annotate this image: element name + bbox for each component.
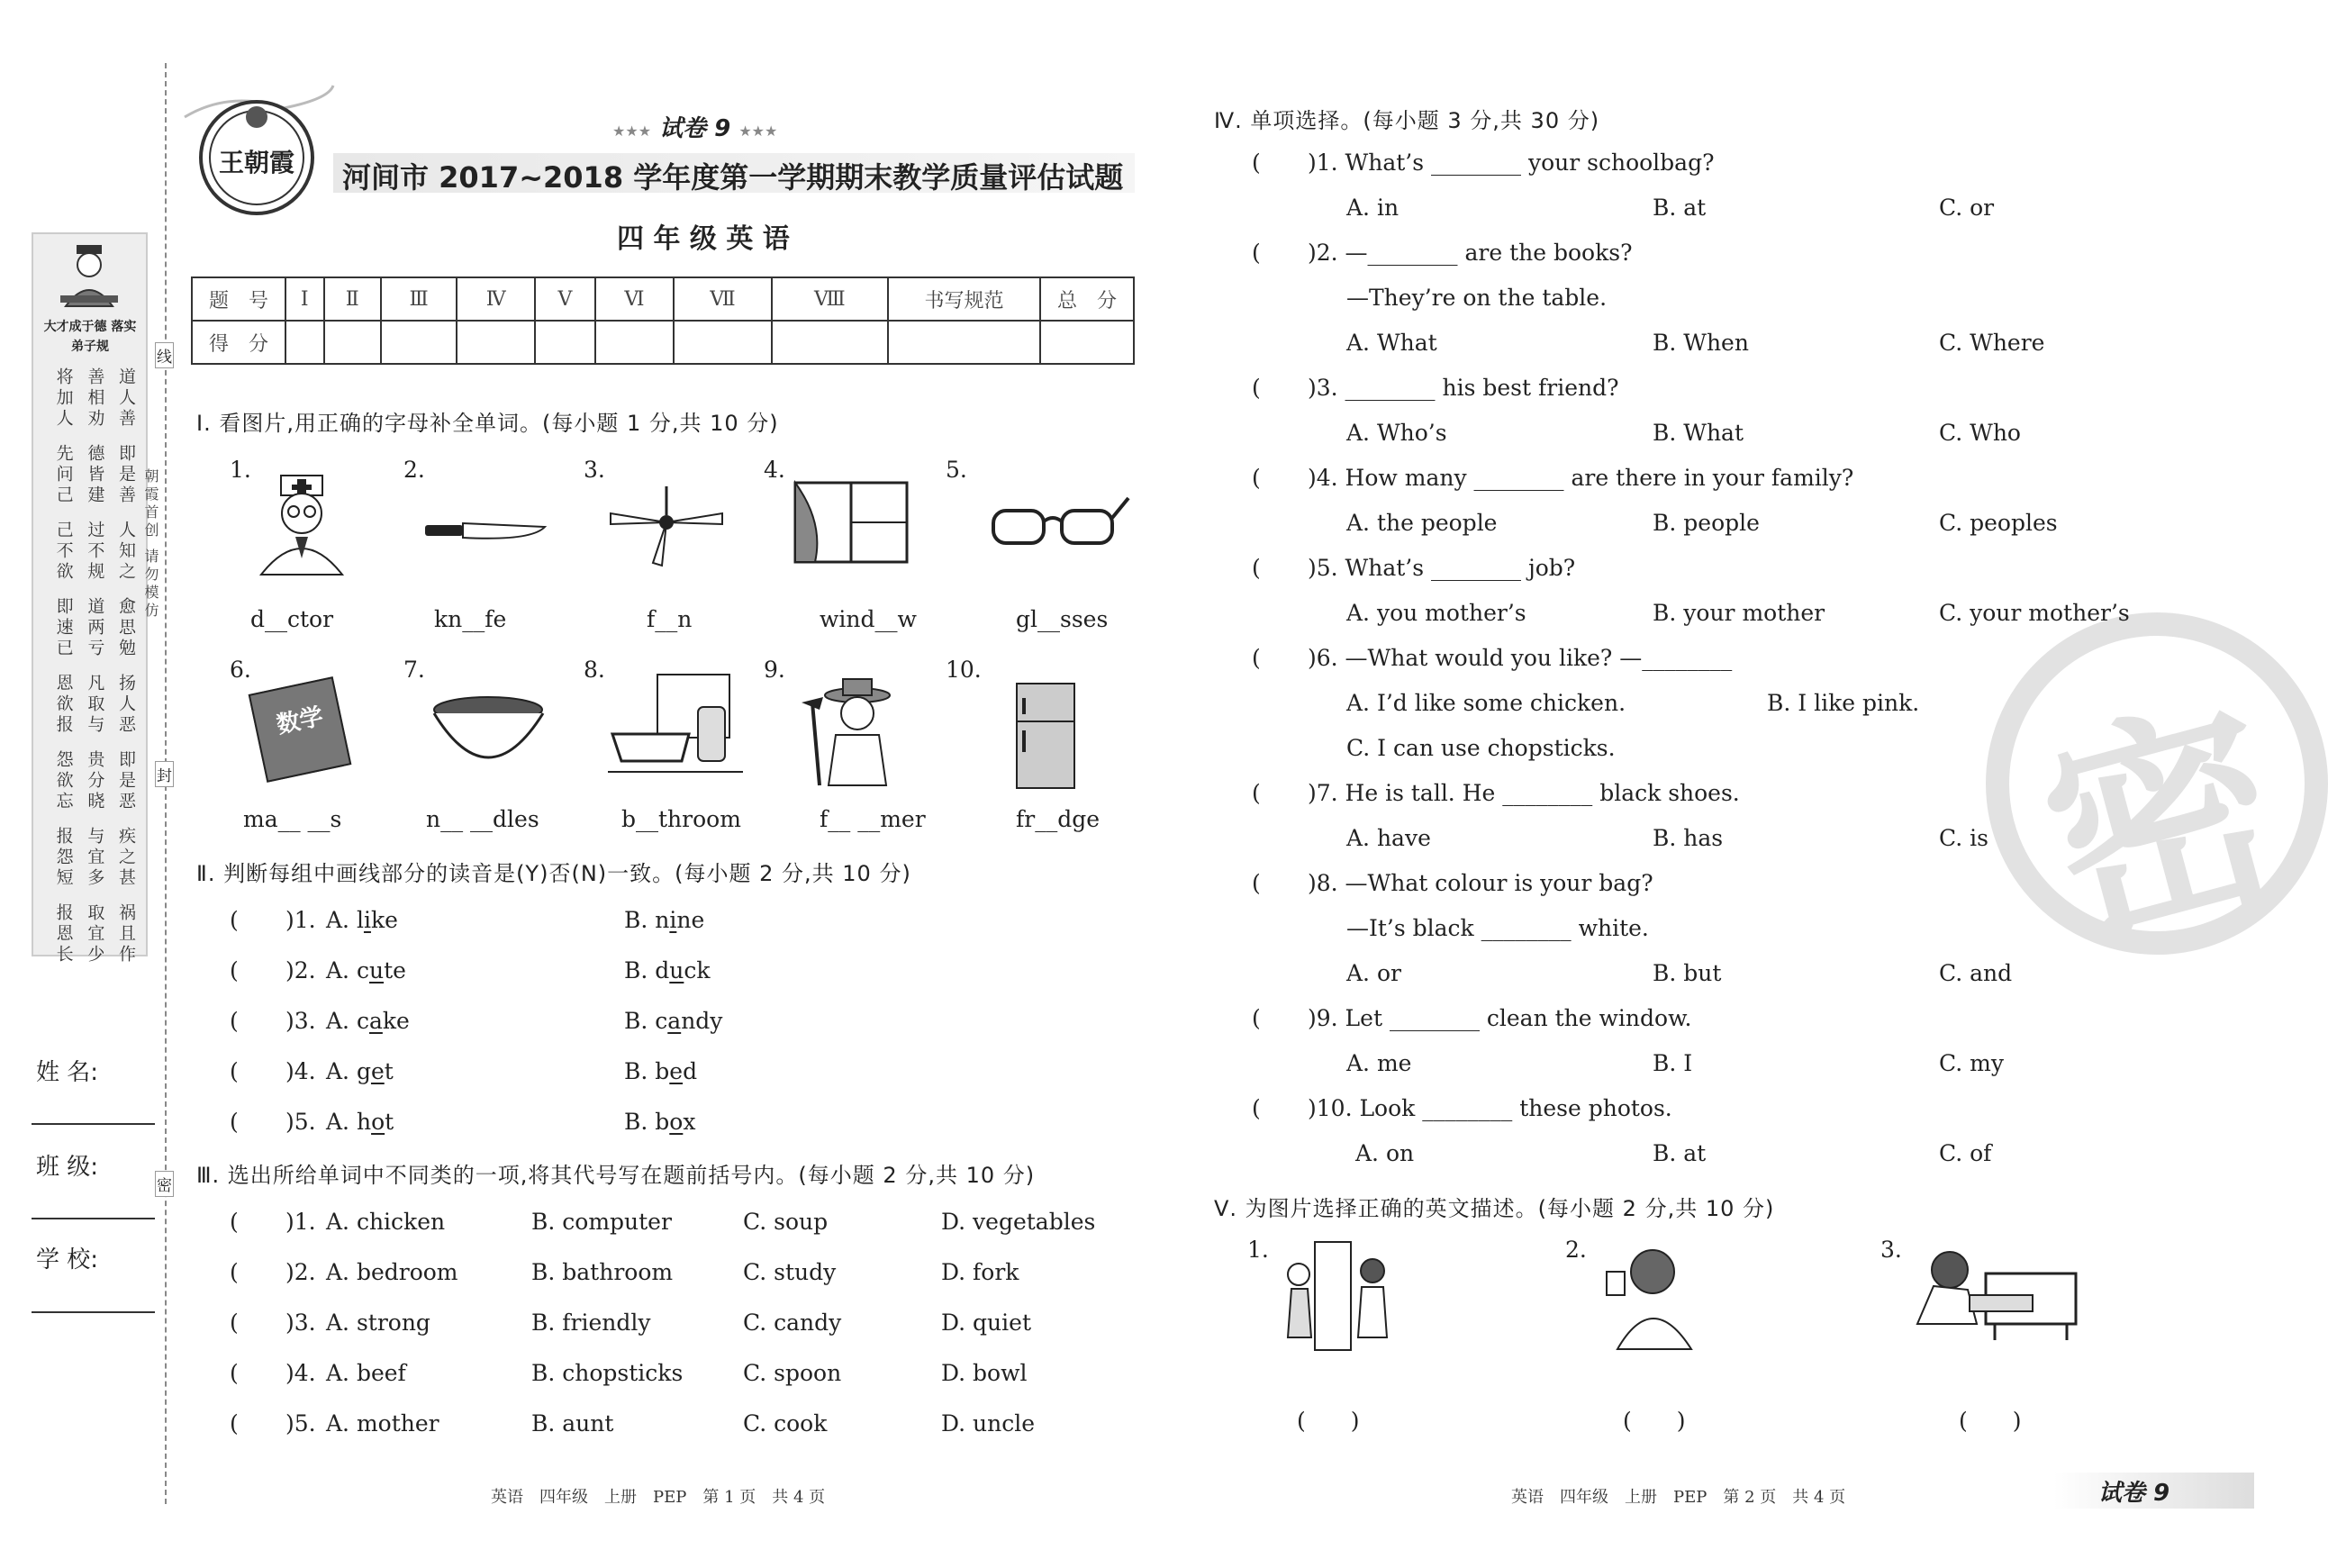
answer-paren[interactable]: ( — [230, 1008, 239, 1034]
footer-right: 英语 四年级 上册 PEP 第 2 页 共 4 页 — [1511, 1488, 1846, 1507]
question — [1252, 1005, 2242, 1050]
exam-title: 河间市 2017~2018 学年度第一学期期末教学质量评估试题 — [342, 160, 1124, 195]
item-num: )1. — [285, 907, 316, 933]
question — [1252, 375, 2242, 420]
list-item — [230, 957, 1040, 1008]
poem-col: 凡取与 — [85, 674, 105, 736]
word-blank: f__ __mer — [820, 806, 926, 832]
option-a: A. you mother’s — [1346, 600, 1526, 626]
item-num: )2. — [285, 1259, 316, 1285]
paper-badge-text: 试卷 9 — [659, 115, 731, 142]
answer-paren[interactable]: ( — [1252, 555, 1261, 581]
doctor-icon — [252, 468, 351, 576]
motto-text: 大才成于德 落实弟子规 — [43, 320, 137, 354]
answer-paren[interactable]: ( — [230, 1058, 239, 1084]
section2-list — [230, 907, 1040, 1159]
poem-col: 德皆建 — [85, 444, 105, 506]
option-b: B. your mother — [1653, 600, 1825, 626]
section4-title: Ⅳ. 单项选择。(每小题 3 分,共 30 分) — [1214, 108, 1600, 133]
score-header-row — [192, 277, 1134, 321]
score-row-label: 得 分 — [192, 321, 285, 364]
poem-col: 道两亏 — [85, 597, 105, 659]
logo-emblem — [176, 81, 338, 225]
poem-col: 愈思勉 — [116, 597, 136, 659]
poem-col: 人知之 — [116, 521, 136, 583]
option-c: C. and — [1939, 960, 2013, 986]
poem-col: 祸且作 — [116, 903, 136, 965]
name-label: 姓 名: — [36, 1059, 99, 1086]
option-a: A. me — [1346, 1050, 1412, 1076]
fridge-icon — [1013, 680, 1078, 793]
pic-num: 5. — [946, 457, 967, 483]
question — [1252, 555, 2242, 600]
item-num: )5. — [285, 1109, 316, 1135]
item-num: )4. — [285, 1058, 316, 1084]
item-num: )3. — [285, 1310, 316, 1336]
score-cell: Ⅶ — [674, 277, 771, 321]
question-text: )9. Let ________ clean the window. — [1308, 1005, 1692, 1031]
pic-num: 3. — [1880, 1237, 1902, 1263]
question-text: )3. ________ his best friend? — [1308, 375, 1619, 401]
option-c: C. candy — [743, 1310, 842, 1336]
options-row — [1252, 420, 2242, 465]
pic-num: 6. — [230, 657, 251, 683]
class-field[interactable] — [32, 1218, 155, 1219]
question-text: )4. How many ________ are there in your family? — [1308, 465, 1854, 491]
option-c: C. Where — [1939, 330, 2045, 356]
options-row — [1252, 735, 2242, 780]
score-input[interactable] — [381, 321, 457, 364]
answer-paren[interactable]: ( — [230, 1259, 239, 1285]
door-greeting-icon — [1279, 1238, 1405, 1355]
item-num: )3. — [285, 1008, 316, 1034]
list-item — [230, 1008, 1040, 1058]
pic-num: 1. — [230, 457, 251, 483]
question-text: )10. Look ________ these photos. — [1308, 1095, 1672, 1121]
options-row — [1252, 330, 2242, 375]
answer-paren[interactable]: ( ) — [1623, 1408, 1686, 1434]
list-item — [230, 1410, 1130, 1461]
option-a: A. like — [326, 907, 398, 933]
question-text: )6. —What would you like? —________ — [1308, 645, 1733, 671]
option-a: A. mother — [326, 1410, 439, 1437]
word-blank: n__ __dles — [426, 806, 539, 832]
question-text: )2. —________ are the books? — [1308, 240, 1633, 266]
option-c: C. my — [1939, 1050, 2004, 1076]
answer-paren[interactable]: ( — [1252, 1095, 1261, 1121]
question — [1252, 645, 2242, 690]
question-text: )1. What’s ________ your schoolbag? — [1308, 150, 1715, 176]
seal-char: 密 — [2020, 669, 2305, 982]
scholar-icon — [53, 241, 125, 313]
option-b: B. I — [1653, 1050, 1693, 1076]
option-b: B. bed — [624, 1058, 698, 1084]
option-d: D. quiet — [941, 1310, 1031, 1336]
section1-title: Ⅰ. 看图片,用正确的字母补全单词。(每小题 1 分,共 10 分) — [196, 411, 779, 436]
question — [1252, 870, 2242, 915]
option-a: A. beef — [326, 1360, 406, 1386]
poem-col: 善相劝 — [85, 367, 105, 430]
option-a: A. cute — [326, 957, 406, 983]
book-title: 数学 — [274, 702, 326, 739]
score-cell: 题 号 — [192, 277, 285, 321]
answer-paren[interactable]: ( — [230, 1209, 239, 1235]
option-b: B. computer — [531, 1209, 672, 1235]
option-d: D. vegetables — [941, 1209, 1096, 1235]
option-c: C. soup — [743, 1209, 829, 1235]
question — [1252, 240, 2242, 285]
poem-grid — [44, 367, 138, 965]
option-b: B. nine — [624, 907, 705, 933]
stars-right: ★★★ — [738, 122, 778, 140]
answer-paren[interactable]: ( — [230, 1360, 239, 1386]
bathroom-icon — [608, 671, 743, 779]
motto-sidebar — [32, 232, 148, 965]
option-b: B. at — [1653, 1140, 1707, 1166]
option-a: A. What — [1346, 330, 1437, 356]
footer-left: 英语 四年级 上册 PEP 第 1 页 共 4 页 — [491, 1488, 826, 1507]
pic-num: 2. — [403, 457, 425, 483]
score-input[interactable] — [772, 321, 888, 364]
word-blank: b__throom — [621, 806, 741, 832]
section3-list — [230, 1209, 1130, 1461]
option-d: D. bowl — [941, 1360, 1028, 1386]
option-a: A. I’d like some chicken. — [1346, 690, 1626, 716]
score-cell: Ⅵ — [595, 277, 674, 321]
answer-paren[interactable]: ( — [1252, 150, 1261, 176]
options-row — [1252, 195, 2242, 240]
boy-drinking-icon — [1594, 1243, 1702, 1351]
option-b: B. duck — [624, 957, 711, 983]
options-row — [1252, 1140, 2242, 1185]
word-blank: ma__ __s — [243, 806, 342, 832]
section2-title: Ⅱ. 判断每组中画线部分的读音是(Y)否(N)一致。(每小题 2 分,共 10 分) — [196, 861, 911, 886]
farmer-icon — [793, 675, 919, 788]
score-cell: 总 分 — [1040, 277, 1134, 321]
score-cell: Ⅱ — [324, 277, 381, 321]
poem-col: 扬人恶 — [116, 674, 136, 736]
cut-mark-feng: 封 — [155, 761, 174, 787]
answer-paren[interactable]: ( — [1252, 375, 1261, 401]
option-a: A. on — [1355, 1140, 1415, 1166]
score-value-row — [192, 321, 1134, 364]
answer-paren[interactable]: ( ) — [1297, 1408, 1360, 1434]
answer-paren[interactable]: ( — [1252, 1005, 1261, 1031]
stars-left: ★★★ — [612, 122, 652, 140]
pic-num: 2. — [1565, 1237, 1587, 1263]
option-b: B. has — [1653, 825, 1724, 851]
score-input[interactable] — [457, 321, 535, 364]
answer-paren[interactable]: ( — [1252, 645, 1261, 671]
list-item — [230, 1209, 1130, 1259]
knife-icon — [423, 518, 549, 545]
poem-col: 道人善 — [116, 367, 136, 430]
option-c: C. study — [743, 1259, 837, 1285]
answer-paren[interactable]: ( — [1252, 240, 1261, 266]
option-c: C. peoples — [1939, 510, 2058, 536]
math-book-icon — [249, 676, 352, 783]
option-b: B. When — [1653, 330, 1749, 356]
pic-num: 4. — [764, 457, 785, 483]
footer-badge: 试卷 9 — [2098, 1480, 2170, 1507]
answer-paren[interactable]: ( — [230, 1310, 239, 1336]
option-b: B. I like pink. — [1767, 690, 1920, 716]
option-b: B. people — [1653, 510, 1760, 536]
score-cell: Ⅳ — [457, 277, 535, 321]
option-a: A. the people — [1346, 510, 1498, 536]
pic-num: 10. — [946, 657, 982, 683]
option-c: C. your mother’s — [1939, 600, 2130, 626]
question-text-2: —It’s black ________ white. — [1346, 915, 1649, 941]
option-b: B. chopsticks — [531, 1360, 684, 1386]
score-cell: 书写规范 — [888, 277, 1040, 321]
option-a: A. strong — [326, 1310, 430, 1336]
option-c: C. is — [1939, 825, 1988, 851]
score-input[interactable] — [324, 321, 381, 364]
pic-num: 3. — [584, 457, 605, 483]
poem-col: 取宜少 — [85, 903, 105, 965]
option-a: A. in — [1346, 195, 1400, 221]
pic-num: 9. — [764, 657, 785, 683]
answer-paren[interactable]: ( — [230, 957, 239, 983]
option-c: C. or — [1939, 195, 1995, 221]
noodles-icon — [428, 693, 549, 775]
poem-col: 疾之甚 — [116, 827, 136, 889]
poem-col: 先问己 — [53, 444, 74, 506]
list-item — [230, 1259, 1130, 1310]
question-text: )8. —What colour is your bag? — [1308, 870, 1653, 896]
option-d: D. fork — [941, 1259, 1019, 1285]
option-a: A. bedroom — [326, 1259, 458, 1285]
school-label: 学 校: — [36, 1246, 99, 1273]
option-a: A. Who’s — [1346, 420, 1447, 446]
options-row — [1252, 825, 2242, 870]
poem-col: 即速已 — [53, 597, 74, 659]
answer-paren[interactable]: ( — [1252, 870, 1261, 896]
question — [1252, 150, 2242, 195]
question-text: )5. What’s ________ job? — [1308, 555, 1576, 581]
pic-num: 7. — [403, 657, 425, 683]
score-input[interactable] — [285, 321, 324, 364]
option-c: C. of — [1939, 1140, 1992, 1166]
option-d: D. uncle — [941, 1410, 1036, 1437]
word-blank: wind__w — [820, 606, 917, 632]
score-input[interactable] — [595, 321, 674, 364]
question-text-2: —They’re on the table. — [1346, 285, 1608, 311]
word-blank: kn__fe — [434, 606, 507, 632]
score-cell: Ⅲ — [381, 277, 457, 321]
class-label: 班 级: — [36, 1154, 99, 1181]
item-num: )4. — [285, 1360, 316, 1386]
option-b: B. friendly — [531, 1310, 651, 1336]
answer-paren[interactable]: ( ) — [1959, 1408, 2022, 1434]
score-table — [191, 276, 1135, 365]
score-cell: Ⅰ — [285, 277, 324, 321]
fan-icon — [603, 486, 729, 567]
answer-paren[interactable]: ( — [1252, 465, 1261, 491]
poem-col: 己不欲 — [53, 521, 74, 583]
glasses-icon — [986, 491, 1130, 554]
option-b: B. bathroom — [531, 1259, 674, 1285]
option-a: A. cake — [326, 1008, 410, 1034]
word-blank: gl__sses — [1016, 606, 1109, 632]
score-cell: Ⅷ — [772, 277, 888, 321]
poem-col: 恩欲报 — [53, 674, 74, 736]
score-input[interactable] — [888, 321, 1040, 364]
pic-num: 1. — [1247, 1237, 1269, 1263]
option-c: C. I can use chopsticks. — [1346, 735, 1616, 761]
score-input[interactable] — [535, 321, 595, 364]
options-row — [1252, 510, 2242, 555]
poem-col: 过不规 — [85, 521, 105, 583]
option-a: A. hot — [326, 1109, 394, 1135]
question — [1252, 780, 2242, 825]
poem-col: 将加人 — [53, 367, 74, 430]
score-input[interactable] — [1040, 321, 1134, 364]
logo-text: 王朝霞 — [218, 148, 295, 177]
list-item — [230, 1310, 1130, 1360]
options-row — [1252, 960, 2242, 1005]
pic-num: 8. — [584, 657, 605, 683]
item-num: )5. — [285, 1410, 316, 1437]
poem-col: 报怨短 — [53, 827, 74, 889]
word-blank: fr__dge — [1016, 806, 1101, 832]
question-line2 — [1252, 915, 2242, 960]
drawer-search-icon — [1914, 1243, 2080, 1342]
word-blank: d__ctor — [250, 606, 334, 632]
poem-col: 即是恶 — [116, 750, 136, 812]
list-item — [230, 1109, 1040, 1159]
poem-col: 报恩长 — [53, 903, 74, 965]
poem-col: 与宜多 — [85, 827, 105, 889]
option-c: C. Who — [1939, 420, 2021, 446]
poem-col: 怨欲忘 — [53, 750, 74, 812]
option-a: A. chicken — [326, 1209, 446, 1235]
list-item — [230, 907, 1040, 957]
answer-paren[interactable]: ( — [230, 907, 239, 933]
question — [1252, 465, 2242, 510]
option-b: B. box — [624, 1109, 696, 1135]
school-field[interactable] — [32, 1311, 155, 1313]
cut-mark-xian: 线 — [155, 342, 174, 368]
option-a: A. or — [1346, 960, 1401, 986]
question-line2 — [1252, 285, 2242, 330]
question-text: )7. He is tall. He ________ black shoes. — [1308, 780, 1740, 806]
section4-list — [1252, 150, 2242, 1185]
section5-title: Ⅴ. 为图片选择正确的英文描述。(每小题 2 分,共 10 分) — [1214, 1196, 1775, 1221]
exam-subtitle: 四 年 级 英 语 — [617, 223, 790, 255]
option-c: C. cook — [743, 1410, 828, 1437]
name-field[interactable] — [32, 1123, 155, 1125]
option-b: B. What — [1653, 420, 1744, 446]
list-item — [230, 1360, 1130, 1410]
paper-badge — [612, 110, 777, 143]
word-blank: f__n — [647, 606, 693, 632]
options-row — [1252, 1050, 2242, 1095]
answer-paren[interactable]: ( — [1252, 780, 1261, 806]
item-num: )2. — [285, 957, 316, 983]
answer-paren[interactable]: ( — [230, 1109, 239, 1135]
question — [1252, 1095, 2242, 1140]
score-input[interactable] — [674, 321, 771, 364]
answer-paren[interactable]: ( — [230, 1410, 239, 1437]
option-a: A. have — [1346, 825, 1431, 851]
cut-mark-mi: 密 — [155, 1171, 174, 1197]
item-num: )1. — [285, 1209, 316, 1235]
score-cell: Ⅴ — [535, 277, 595, 321]
window-icon — [788, 477, 914, 567]
option-b: B. but — [1653, 960, 1722, 986]
margin-note: 朝霞首创 请勿模仿 — [142, 468, 159, 621]
poem-col: 即是善 — [116, 444, 136, 506]
options-row — [1252, 690, 2242, 735]
option-b: B. candy — [624, 1008, 723, 1034]
poem-col: 贵分晓 — [85, 750, 105, 812]
list-item — [230, 1058, 1040, 1109]
option-b: B. aunt — [531, 1410, 614, 1437]
options-row — [1252, 600, 2242, 645]
section3-title: Ⅲ. 选出所给单词中不同类的一项,将其代号写在题前括号内。(每小题 2 分,共 10 分) — [196, 1163, 1036, 1188]
option-a: A. get — [326, 1058, 394, 1084]
option-b: B. at — [1653, 195, 1707, 221]
option-c: C. spoon — [743, 1360, 842, 1386]
